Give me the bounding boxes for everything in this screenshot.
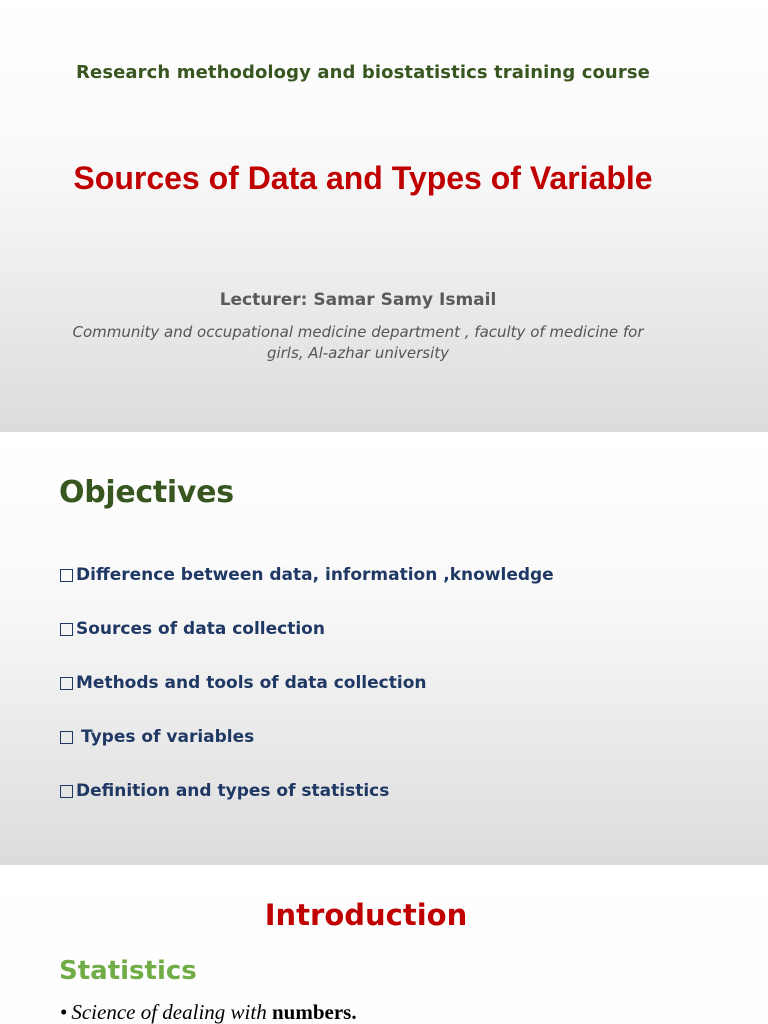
objective-text: Definition and types of statistics [76,781,390,801]
objective-item [60,565,554,619]
presentation-title: Sources of Data and Types of Variable [73,160,653,196]
objectives-list [60,565,554,835]
checkbox-bullet-icon [60,677,73,690]
objectives-heading: Objectives [59,475,234,510]
title-slide [0,0,768,432]
checkbox-bullet-icon [60,623,73,636]
objective-text: Methods and tools of data collection [76,673,427,693]
objective-text: Types of variables [81,727,255,747]
bullet-bold-text: numbers. [271,1000,357,1024]
course-title: Research methodology and biostatistics training course [76,62,650,83]
objective-text: Difference between data, information ,knowledge [76,565,554,585]
checkbox-bullet-icon [60,731,73,744]
lecturer-affiliation: Community and occupational medicine department , faculty of medicine for girls, Al-azhar university [72,323,644,362]
statistics-bullet [60,1000,357,1024]
lecturer-name: Lecturer: Samar Samy Ismail [219,290,497,310]
objective-text: Sources of data collection [76,619,325,639]
objective-item [60,619,554,673]
introduction-heading: Introduction [264,898,468,932]
objective-item [60,727,554,781]
checkbox-bullet-icon [60,785,73,798]
objective-item [60,673,554,727]
bullet-dot-icon: • [60,1000,68,1024]
statistics-subheading: Statistics [59,956,197,986]
introduction-slide [0,866,768,1024]
objectives-slide [0,433,768,865]
checkbox-bullet-icon [60,569,73,582]
bullet-italic-text: Science of dealing with [71,1000,272,1024]
objective-item [60,781,554,835]
